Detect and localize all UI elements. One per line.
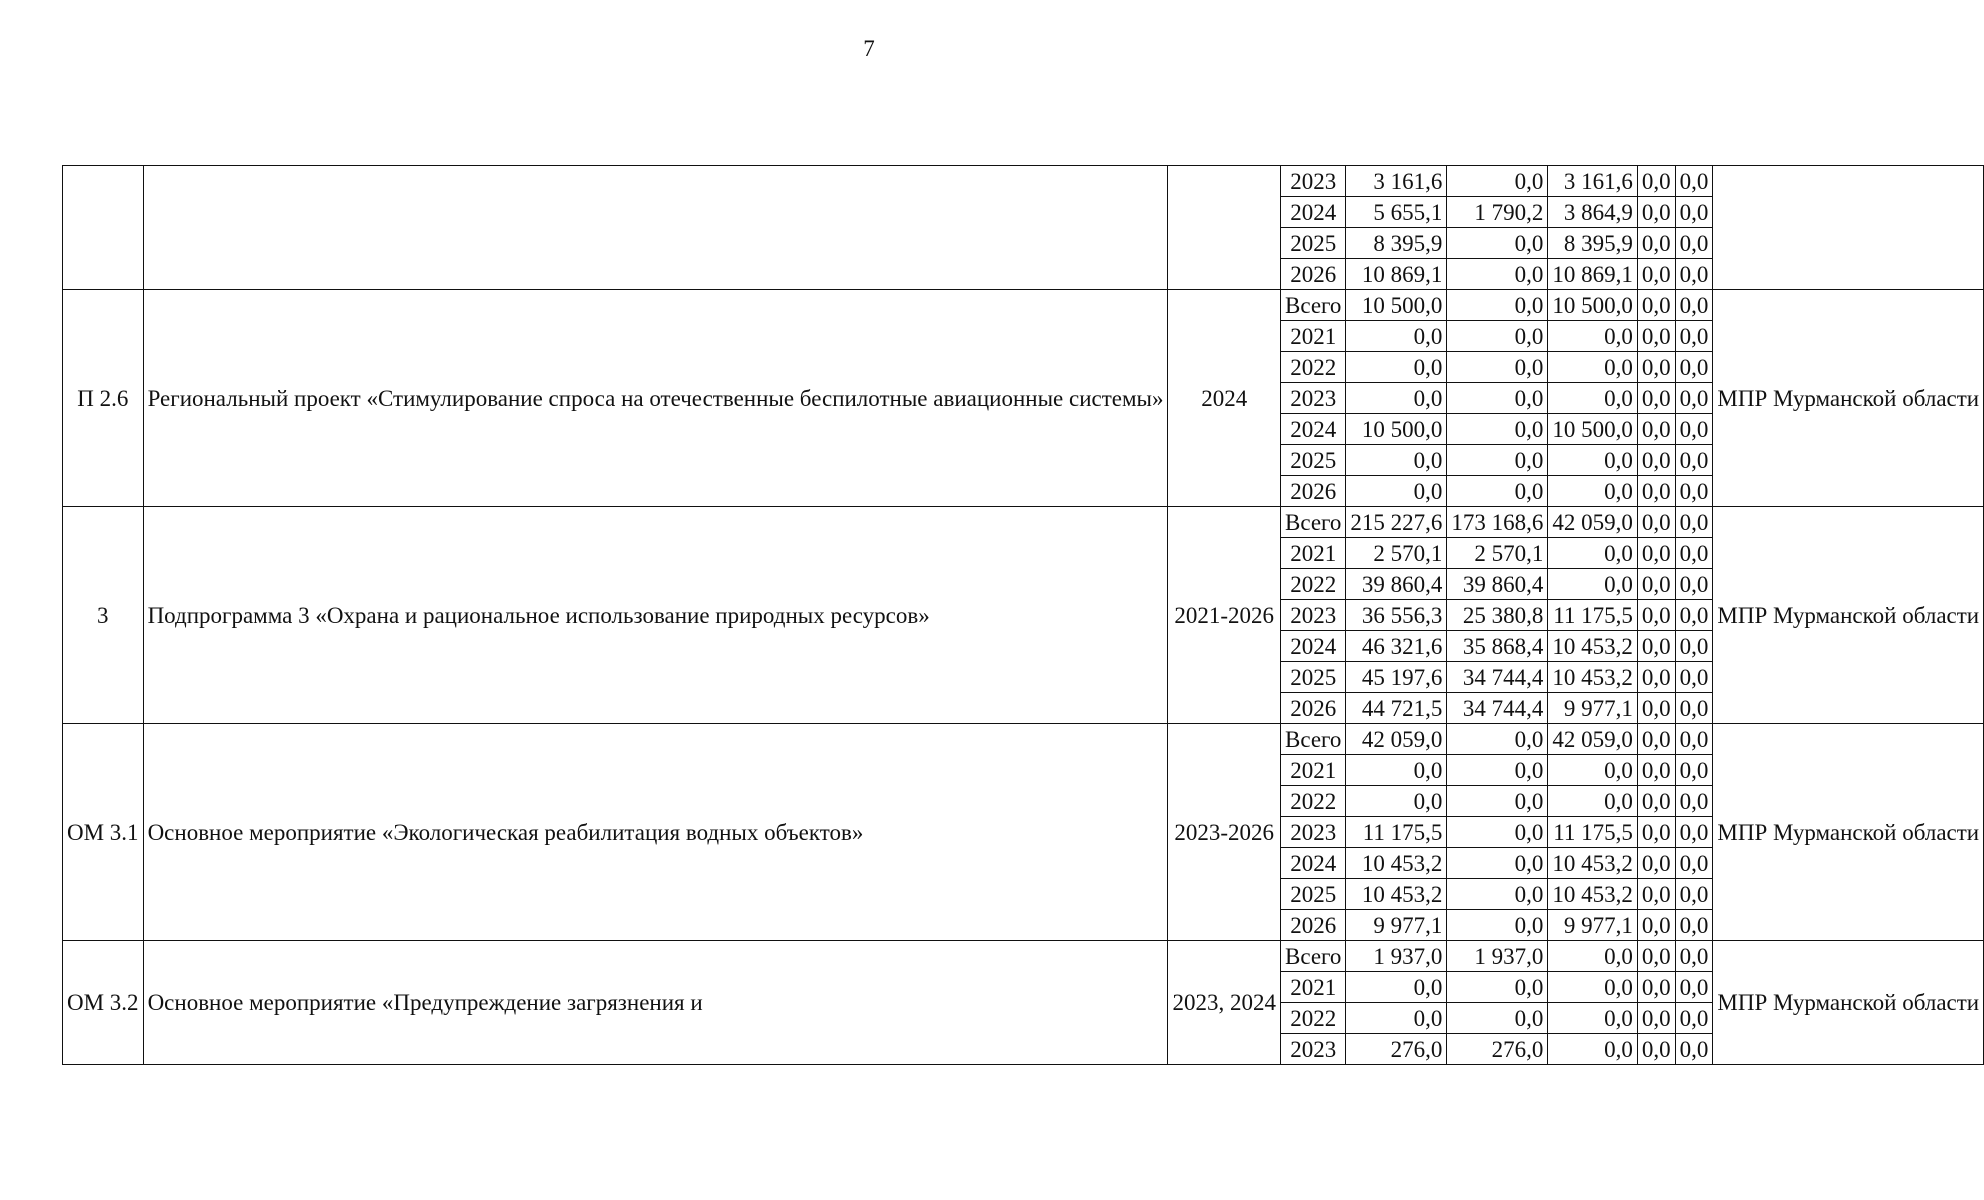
total-value-cell: 10 453,2 [1346,879,1447,910]
total-value-cell: 10 500,0 [1346,290,1447,321]
year-cell: Всего [1280,290,1345,321]
total-value-cell: 215 227,6 [1346,507,1447,538]
item-period-cell: 2021-2026 [1168,507,1281,724]
total-value-cell: 0,0 [1346,1003,1447,1034]
executor-cell: МПР Мурманской области [1713,290,1984,507]
regional-value-cell: 9 977,1 [1548,693,1638,724]
federal-value-cell: 0,0 [1447,414,1548,445]
federal-value-cell: 276,0 [1447,1034,1548,1065]
other-value-cell: 0,0 [1675,259,1713,290]
local-value-cell: 0,0 [1637,507,1675,538]
regional-value-cell: 42 059,0 [1548,724,1638,755]
other-value-cell: 0,0 [1675,662,1713,693]
other-value-cell: 0,0 [1675,972,1713,1003]
year-cell: 2021 [1280,755,1345,786]
total-value-cell: 44 721,5 [1346,693,1447,724]
total-value-cell: 0,0 [1346,786,1447,817]
regional-value-cell: 10 453,2 [1548,848,1638,879]
local-value-cell: 0,0 [1637,755,1675,786]
federal-value-cell: 35 868,4 [1447,631,1548,662]
other-value-cell: 0,0 [1675,538,1713,569]
federal-value-cell: 0,0 [1447,879,1548,910]
year-cell: 2022 [1280,786,1345,817]
item-name-cell: Основное мероприятие «Экологическая реабилитация водных объектов» [143,724,1168,941]
regional-value-cell: 9 977,1 [1548,910,1638,941]
total-value-cell: 10 500,0 [1346,414,1447,445]
total-value-cell: 2 570,1 [1346,538,1447,569]
local-value-cell: 0,0 [1637,569,1675,600]
regional-value-cell: 10 500,0 [1548,290,1638,321]
year-cell: Всего [1280,941,1345,972]
regional-value-cell: 0,0 [1548,941,1638,972]
local-value-cell: 0,0 [1637,817,1675,848]
federal-value-cell: 0,0 [1447,848,1548,879]
federal-value-cell: 39 860,4 [1447,569,1548,600]
federal-value-cell: 0,0 [1447,972,1548,1003]
federal-value-cell: 0,0 [1447,290,1548,321]
total-value-cell: 10 869,1 [1346,259,1447,290]
other-value-cell: 0,0 [1675,476,1713,507]
regional-value-cell: 0,0 [1548,321,1638,352]
regional-value-cell: 0,0 [1548,352,1638,383]
federal-value-cell: 0,0 [1447,1003,1548,1034]
local-value-cell: 0,0 [1637,476,1675,507]
total-value-cell: 0,0 [1346,352,1447,383]
local-value-cell: 0,0 [1637,724,1675,755]
total-value-cell: 45 197,6 [1346,662,1447,693]
year-cell: 2021 [1280,538,1345,569]
year-cell: Всего [1280,724,1345,755]
federal-value-cell: 0,0 [1447,786,1548,817]
total-value-cell: 5 655,1 [1346,197,1447,228]
item-code-cell [63,166,144,290]
federal-value-cell: 25 380,8 [1447,600,1548,631]
year-cell: 2023 [1280,1034,1345,1065]
federal-value-cell: 0,0 [1447,352,1548,383]
total-value-cell: 1 937,0 [1346,941,1447,972]
year-cell: 2022 [1280,569,1345,600]
table-row [63,941,1984,972]
local-value-cell: 0,0 [1637,848,1675,879]
local-value-cell: 0,0 [1637,445,1675,476]
other-value-cell: 0,0 [1675,693,1713,724]
federal-value-cell: 0,0 [1447,445,1548,476]
year-cell: 2026 [1280,910,1345,941]
regional-value-cell: 10 453,2 [1548,879,1638,910]
year-cell: 2025 [1280,445,1345,476]
other-value-cell: 0,0 [1675,414,1713,445]
federal-value-cell: 0,0 [1447,383,1548,414]
regional-value-cell: 0,0 [1548,383,1638,414]
year-cell: 2024 [1280,414,1345,445]
item-period-cell: 2023, 2024 [1168,941,1281,1065]
other-value-cell: 0,0 [1675,445,1713,476]
year-cell: 2023 [1280,166,1345,197]
local-value-cell: 0,0 [1637,879,1675,910]
regional-value-cell: 0,0 [1548,476,1638,507]
year-cell: 2023 [1280,383,1345,414]
table-body [63,166,1984,1065]
regional-value-cell: 42 059,0 [1548,507,1638,538]
total-value-cell: 0,0 [1346,972,1447,1003]
local-value-cell: 0,0 [1637,1003,1675,1034]
other-value-cell: 0,0 [1675,848,1713,879]
total-value-cell: 39 860,4 [1346,569,1447,600]
year-cell: 2022 [1280,352,1345,383]
regional-value-cell: 0,0 [1548,786,1638,817]
other-value-cell: 0,0 [1675,1003,1713,1034]
local-value-cell: 0,0 [1637,166,1675,197]
federal-value-cell: 0,0 [1447,817,1548,848]
federal-value-cell: 1 937,0 [1447,941,1548,972]
executor-cell: МПР Мурманской области [1713,724,1984,941]
federal-value-cell: 0,0 [1447,166,1548,197]
table-row [63,166,1984,197]
federal-value-cell: 173 168,6 [1447,507,1548,538]
other-value-cell: 0,0 [1675,507,1713,538]
regional-value-cell: 0,0 [1548,972,1638,1003]
item-name-cell [143,166,1168,290]
federal-value-cell: 0,0 [1447,476,1548,507]
local-value-cell: 0,0 [1637,693,1675,724]
total-value-cell: 0,0 [1346,445,1447,476]
other-value-cell: 0,0 [1675,321,1713,352]
local-value-cell: 0,0 [1637,1034,1675,1065]
federal-value-cell: 0,0 [1447,259,1548,290]
federal-value-cell: 0,0 [1447,724,1548,755]
local-value-cell: 0,0 [1637,910,1675,941]
year-cell: 2026 [1280,693,1345,724]
executor-cell [1713,166,1984,290]
other-value-cell: 0,0 [1675,817,1713,848]
local-value-cell: 0,0 [1637,662,1675,693]
other-value-cell: 0,0 [1675,166,1713,197]
total-value-cell: 0,0 [1346,755,1447,786]
other-value-cell: 0,0 [1675,631,1713,662]
item-period-cell: 2024 [1168,290,1281,507]
item-name-cell: Подпрограмма 3 «Охрана и рациональное использование природных ресурсов» [143,507,1168,724]
other-value-cell: 0,0 [1675,228,1713,259]
other-value-cell: 0,0 [1675,352,1713,383]
other-value-cell: 0,0 [1675,1034,1713,1065]
year-cell: 2026 [1280,476,1345,507]
total-value-cell: 0,0 [1346,321,1447,352]
year-cell: 2024 [1280,197,1345,228]
executor-cell: МПР Мурманской области [1713,507,1984,724]
local-value-cell: 0,0 [1637,600,1675,631]
year-cell: 2025 [1280,879,1345,910]
other-value-cell: 0,0 [1675,197,1713,228]
regional-value-cell: 3 161,6 [1548,166,1638,197]
other-value-cell: 0,0 [1675,569,1713,600]
item-name-cell: Основное мероприятие «Предупреждение загрязнения и [143,941,1168,1065]
year-cell: 2026 [1280,259,1345,290]
item-name-cell: Региональный проект «Стимулирование спроса на отечественные беспилотные авиационные системы» [143,290,1168,507]
total-value-cell: 36 556,3 [1346,600,1447,631]
year-cell: 2023 [1280,600,1345,631]
page-number: 7 [863,36,875,61]
federal-value-cell: 0,0 [1447,321,1548,352]
total-value-cell: 0,0 [1346,476,1447,507]
year-cell: 2024 [1280,631,1345,662]
local-value-cell: 0,0 [1637,383,1675,414]
item-period-cell: 2023-2026 [1168,724,1281,941]
item-code-cell: П 2.6 [63,290,144,507]
total-value-cell: 0,0 [1346,383,1447,414]
regional-value-cell: 0,0 [1548,1003,1638,1034]
total-value-cell: 8 395,9 [1346,228,1447,259]
other-value-cell: 0,0 [1675,724,1713,755]
local-value-cell: 0,0 [1637,259,1675,290]
regional-value-cell: 10 453,2 [1548,631,1638,662]
federal-value-cell: 0,0 [1447,755,1548,786]
regional-value-cell: 8 395,9 [1548,228,1638,259]
regional-value-cell: 0,0 [1548,1034,1638,1065]
other-value-cell: 0,0 [1675,383,1713,414]
local-value-cell: 0,0 [1637,538,1675,569]
regional-value-cell: 0,0 [1548,538,1638,569]
table-row [63,507,1984,538]
total-value-cell: 10 453,2 [1346,848,1447,879]
federal-value-cell: 34 744,4 [1447,662,1548,693]
federal-value-cell: 2 570,1 [1447,538,1548,569]
year-cell: Всего [1280,507,1345,538]
other-value-cell: 0,0 [1675,755,1713,786]
total-value-cell: 9 977,1 [1346,910,1447,941]
local-value-cell: 0,0 [1637,631,1675,662]
item-period-cell [1168,166,1281,290]
regional-value-cell: 10 500,0 [1548,414,1638,445]
regional-value-cell: 0,0 [1548,755,1638,786]
local-value-cell: 0,0 [1637,197,1675,228]
local-value-cell: 0,0 [1637,290,1675,321]
federal-value-cell: 0,0 [1447,910,1548,941]
local-value-cell: 0,0 [1637,941,1675,972]
other-value-cell: 0,0 [1675,910,1713,941]
other-value-cell: 0,0 [1675,786,1713,817]
other-value-cell: 0,0 [1675,879,1713,910]
total-value-cell: 276,0 [1346,1034,1447,1065]
total-value-cell: 11 175,5 [1346,817,1447,848]
local-value-cell: 0,0 [1637,414,1675,445]
federal-value-cell: 1 790,2 [1447,197,1548,228]
federal-value-cell: 0,0 [1447,228,1548,259]
table-row [63,724,1984,755]
regional-value-cell: 0,0 [1548,569,1638,600]
other-value-cell: 0,0 [1675,600,1713,631]
other-value-cell: 0,0 [1675,941,1713,972]
year-cell: 2025 [1280,662,1345,693]
total-value-cell: 3 161,6 [1346,166,1447,197]
table-row [63,290,1984,321]
year-cell: 2024 [1280,848,1345,879]
year-cell: 2023 [1280,817,1345,848]
total-value-cell: 46 321,6 [1346,631,1447,662]
local-value-cell: 0,0 [1637,321,1675,352]
item-code-cell: ОМ 3.2 [63,941,144,1065]
item-code-cell: 3 [63,507,144,724]
regional-value-cell: 10 869,1 [1548,259,1638,290]
year-cell: 2025 [1280,228,1345,259]
federal-value-cell: 34 744,4 [1447,693,1548,724]
year-cell: 2021 [1280,321,1345,352]
regional-value-cell: 11 175,5 [1548,600,1638,631]
item-code-cell: ОМ 3.1 [63,724,144,941]
local-value-cell: 0,0 [1637,228,1675,259]
local-value-cell: 0,0 [1637,352,1675,383]
regional-value-cell: 11 175,5 [1548,817,1638,848]
budget-table [62,165,1984,1065]
other-value-cell: 0,0 [1675,290,1713,321]
regional-value-cell: 3 864,9 [1548,197,1638,228]
year-cell: 2022 [1280,1003,1345,1034]
total-value-cell: 42 059,0 [1346,724,1447,755]
executor-cell: МПР Мурманской области [1713,941,1984,1065]
regional-value-cell: 10 453,2 [1548,662,1638,693]
regional-value-cell: 0,0 [1548,445,1638,476]
local-value-cell: 0,0 [1637,972,1675,1003]
year-cell: 2021 [1280,972,1345,1003]
local-value-cell: 0,0 [1637,786,1675,817]
